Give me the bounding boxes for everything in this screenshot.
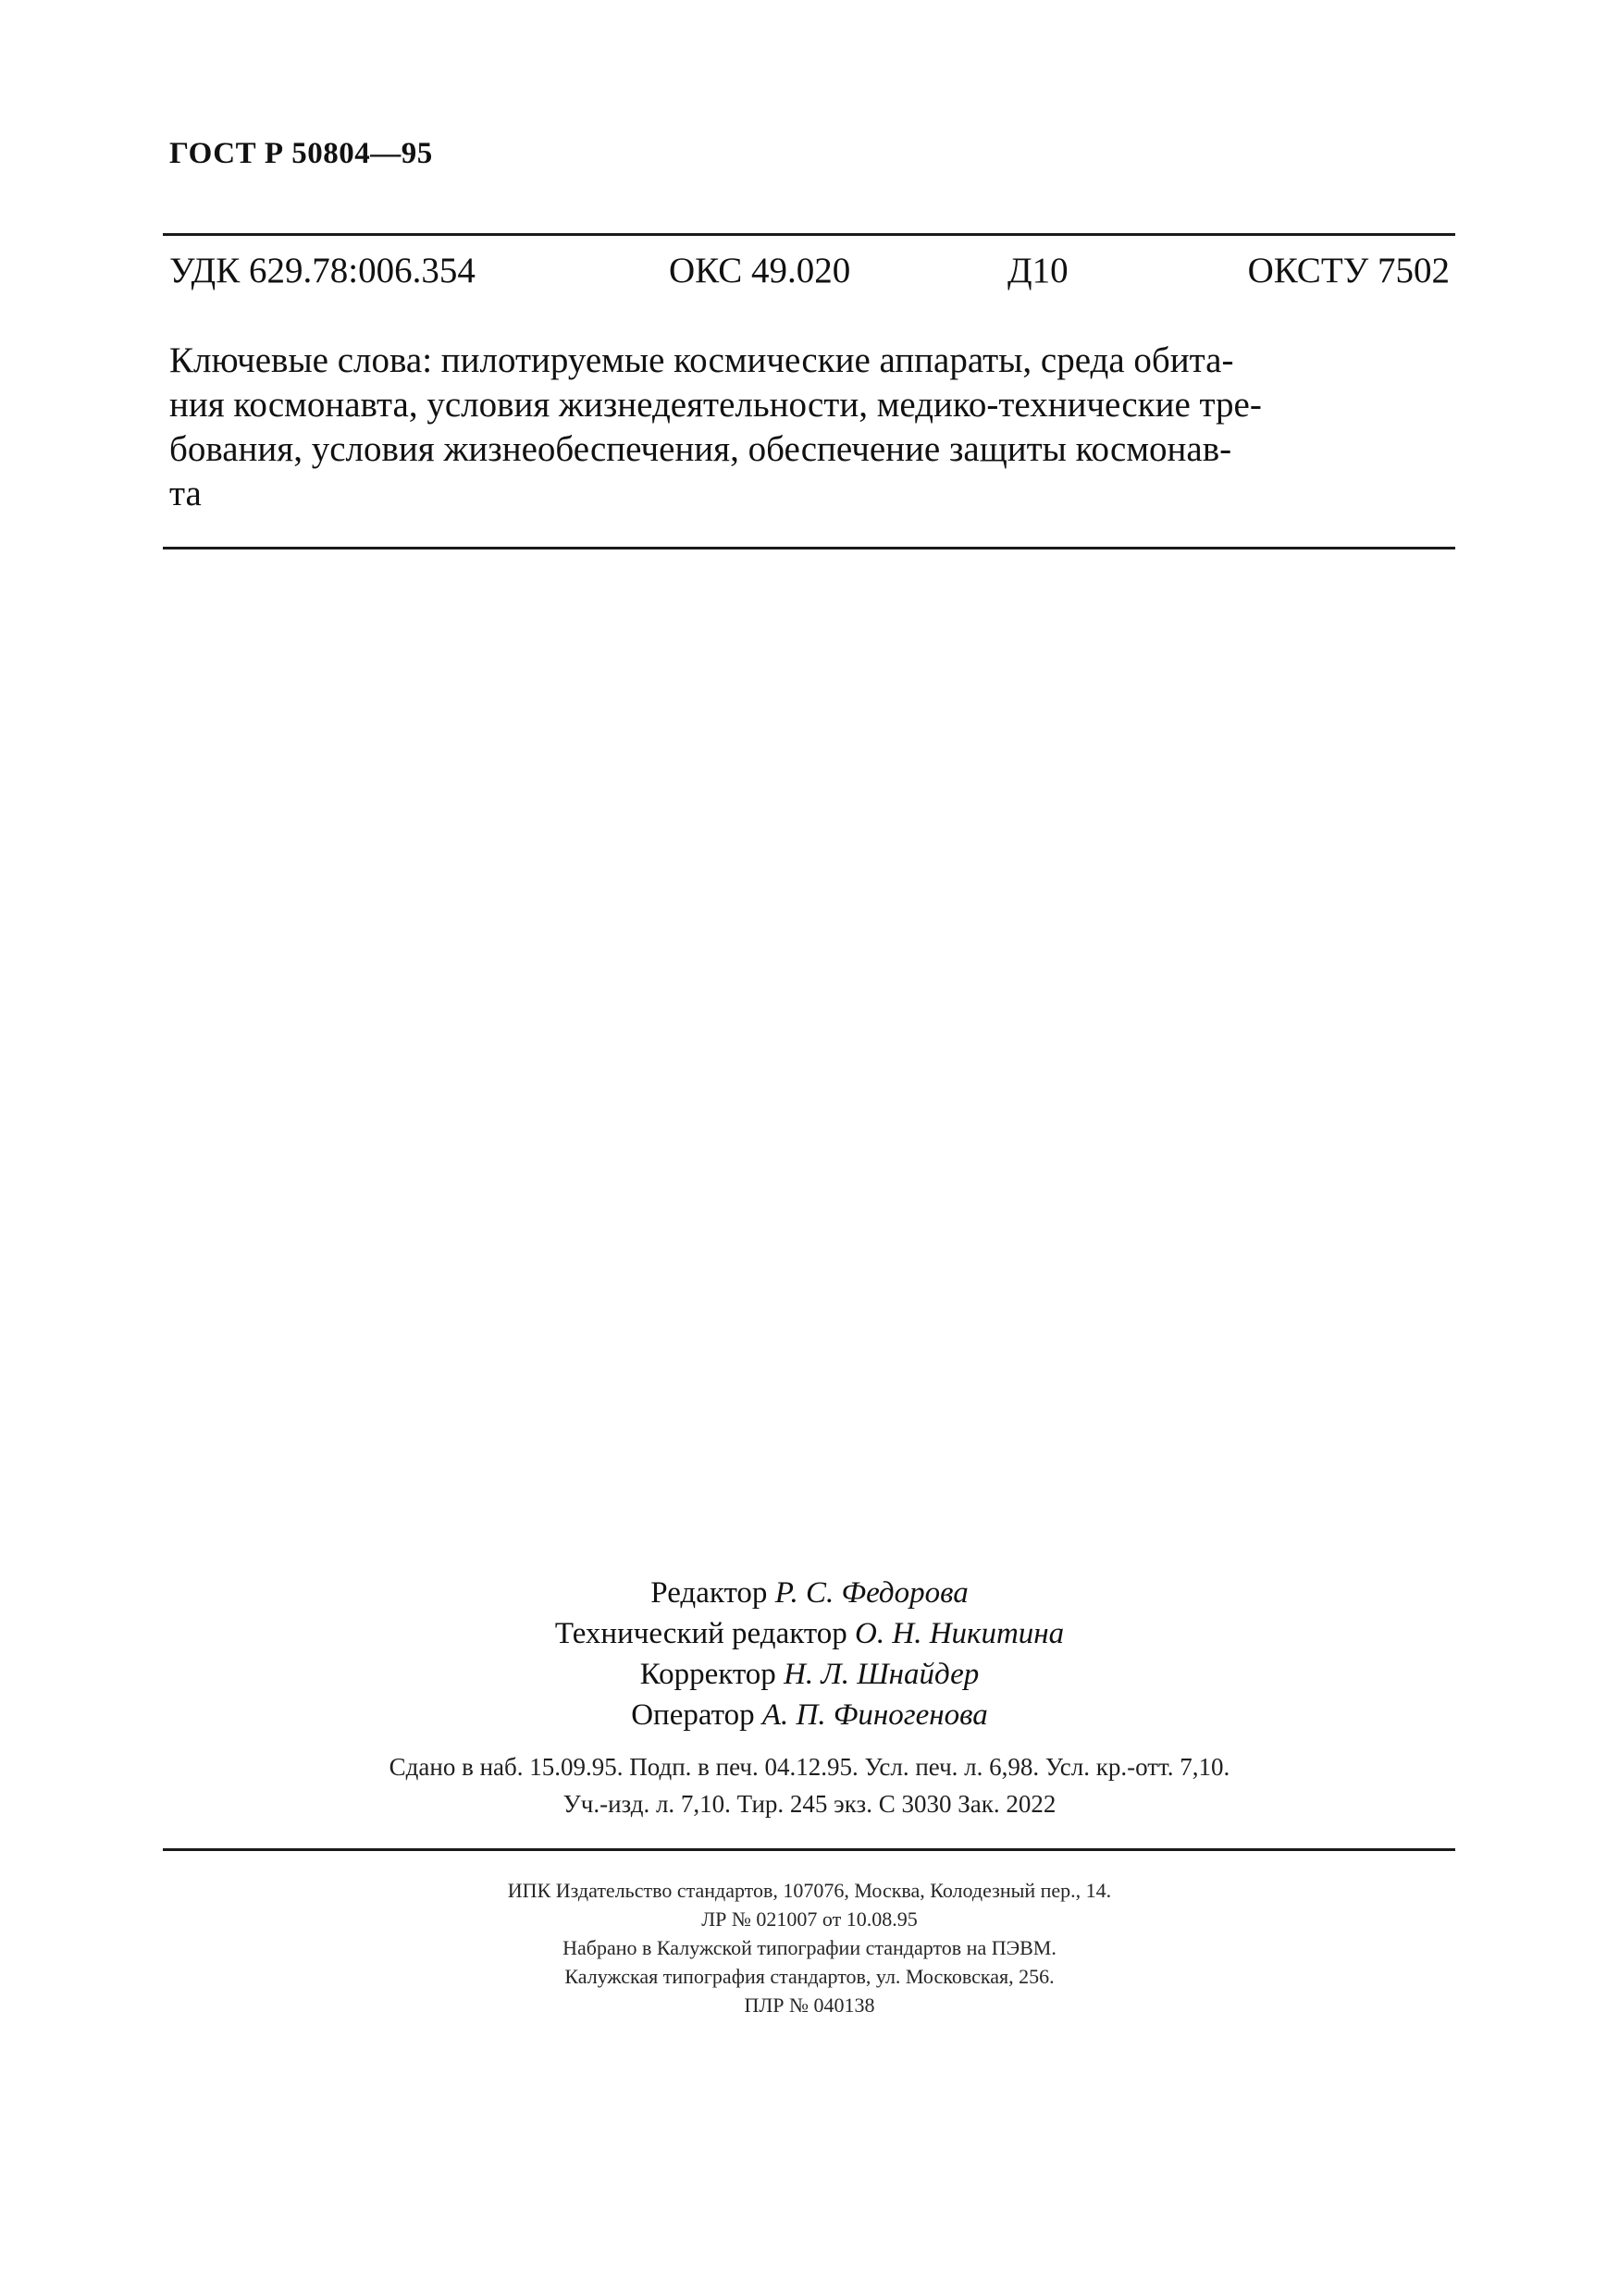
credit-role: Редактор (650, 1576, 768, 1610)
credit-tech-editor (0, 1613, 1619, 1654)
imprint-line: Набрано в Калужской типографии стандартов на ПЭВМ. (562, 1936, 1057, 1959)
credit-role: Оператор (631, 1698, 755, 1732)
imprint-line: ИПК Издательство стандартов, 107076, Москва, Колодезный пер., 14. (507, 1879, 1112, 1902)
print-info-block (0, 1748, 1619, 1822)
keywords-line: бования, условия жизнеобеспечения, обеспечение защиты космонав- (169, 429, 1232, 469)
keywords-line: та (169, 474, 202, 513)
credit-name: Н. Л. Шнайдер (784, 1658, 980, 1691)
classification-row (169, 250, 1450, 296)
credit-role: Технический редактор (554, 1617, 847, 1650)
credit-corrector (0, 1654, 1619, 1695)
keywords-divider (163, 547, 1455, 549)
top-divider (163, 233, 1455, 236)
imprint-line: ПЛР № 040138 (744, 1994, 875, 2017)
udk-code: УДК 629.78:006.354 (169, 251, 476, 290)
print-info-line: Сдано в наб. 15.09.95. Подп. в печ. 04.12.95. Усл. печ. л. 6,98. Усл. кр.-отт. 7,10. (389, 1753, 1230, 1781)
credit-name: Р. С. Федорова (774, 1576, 969, 1610)
credits-block (0, 1573, 1619, 1735)
credit-name: А. П. Финогенова (761, 1698, 988, 1732)
imprint-divider (163, 1848, 1455, 1851)
credit-operator (0, 1695, 1619, 1735)
imprint-line: Калужская типография стандартов, ул. Московская, 256. (564, 1965, 1055, 1988)
credit-name: О. Н. Никитина (855, 1617, 1065, 1650)
oks-code: ОКС 49.020 (669, 251, 851, 290)
okstu-code: ОКСТУ 7502 (1247, 251, 1450, 290)
imprint-line: ЛР № 021007 от 10.08.95 (701, 1907, 918, 1931)
keywords-line: Ключевые слова: пилотируемые космические аппараты, среда обита- (169, 340, 1234, 380)
print-info-line: Уч.-изд. л. 7,10. Тир. 245 экз. С 3030 Зак. 2022 (562, 1790, 1057, 1818)
credit-editor (0, 1573, 1619, 1613)
keywords-block (169, 339, 1450, 516)
credit-role: Корректор (639, 1658, 776, 1691)
keywords-line: ния космонавта, условия жизнедеятельности, медико-технические тре- (169, 385, 1262, 425)
imprint-block (0, 1876, 1619, 2019)
document-code: ГОСТ Р 50804—95 (169, 137, 433, 170)
d-code: Д10 (1007, 251, 1069, 290)
